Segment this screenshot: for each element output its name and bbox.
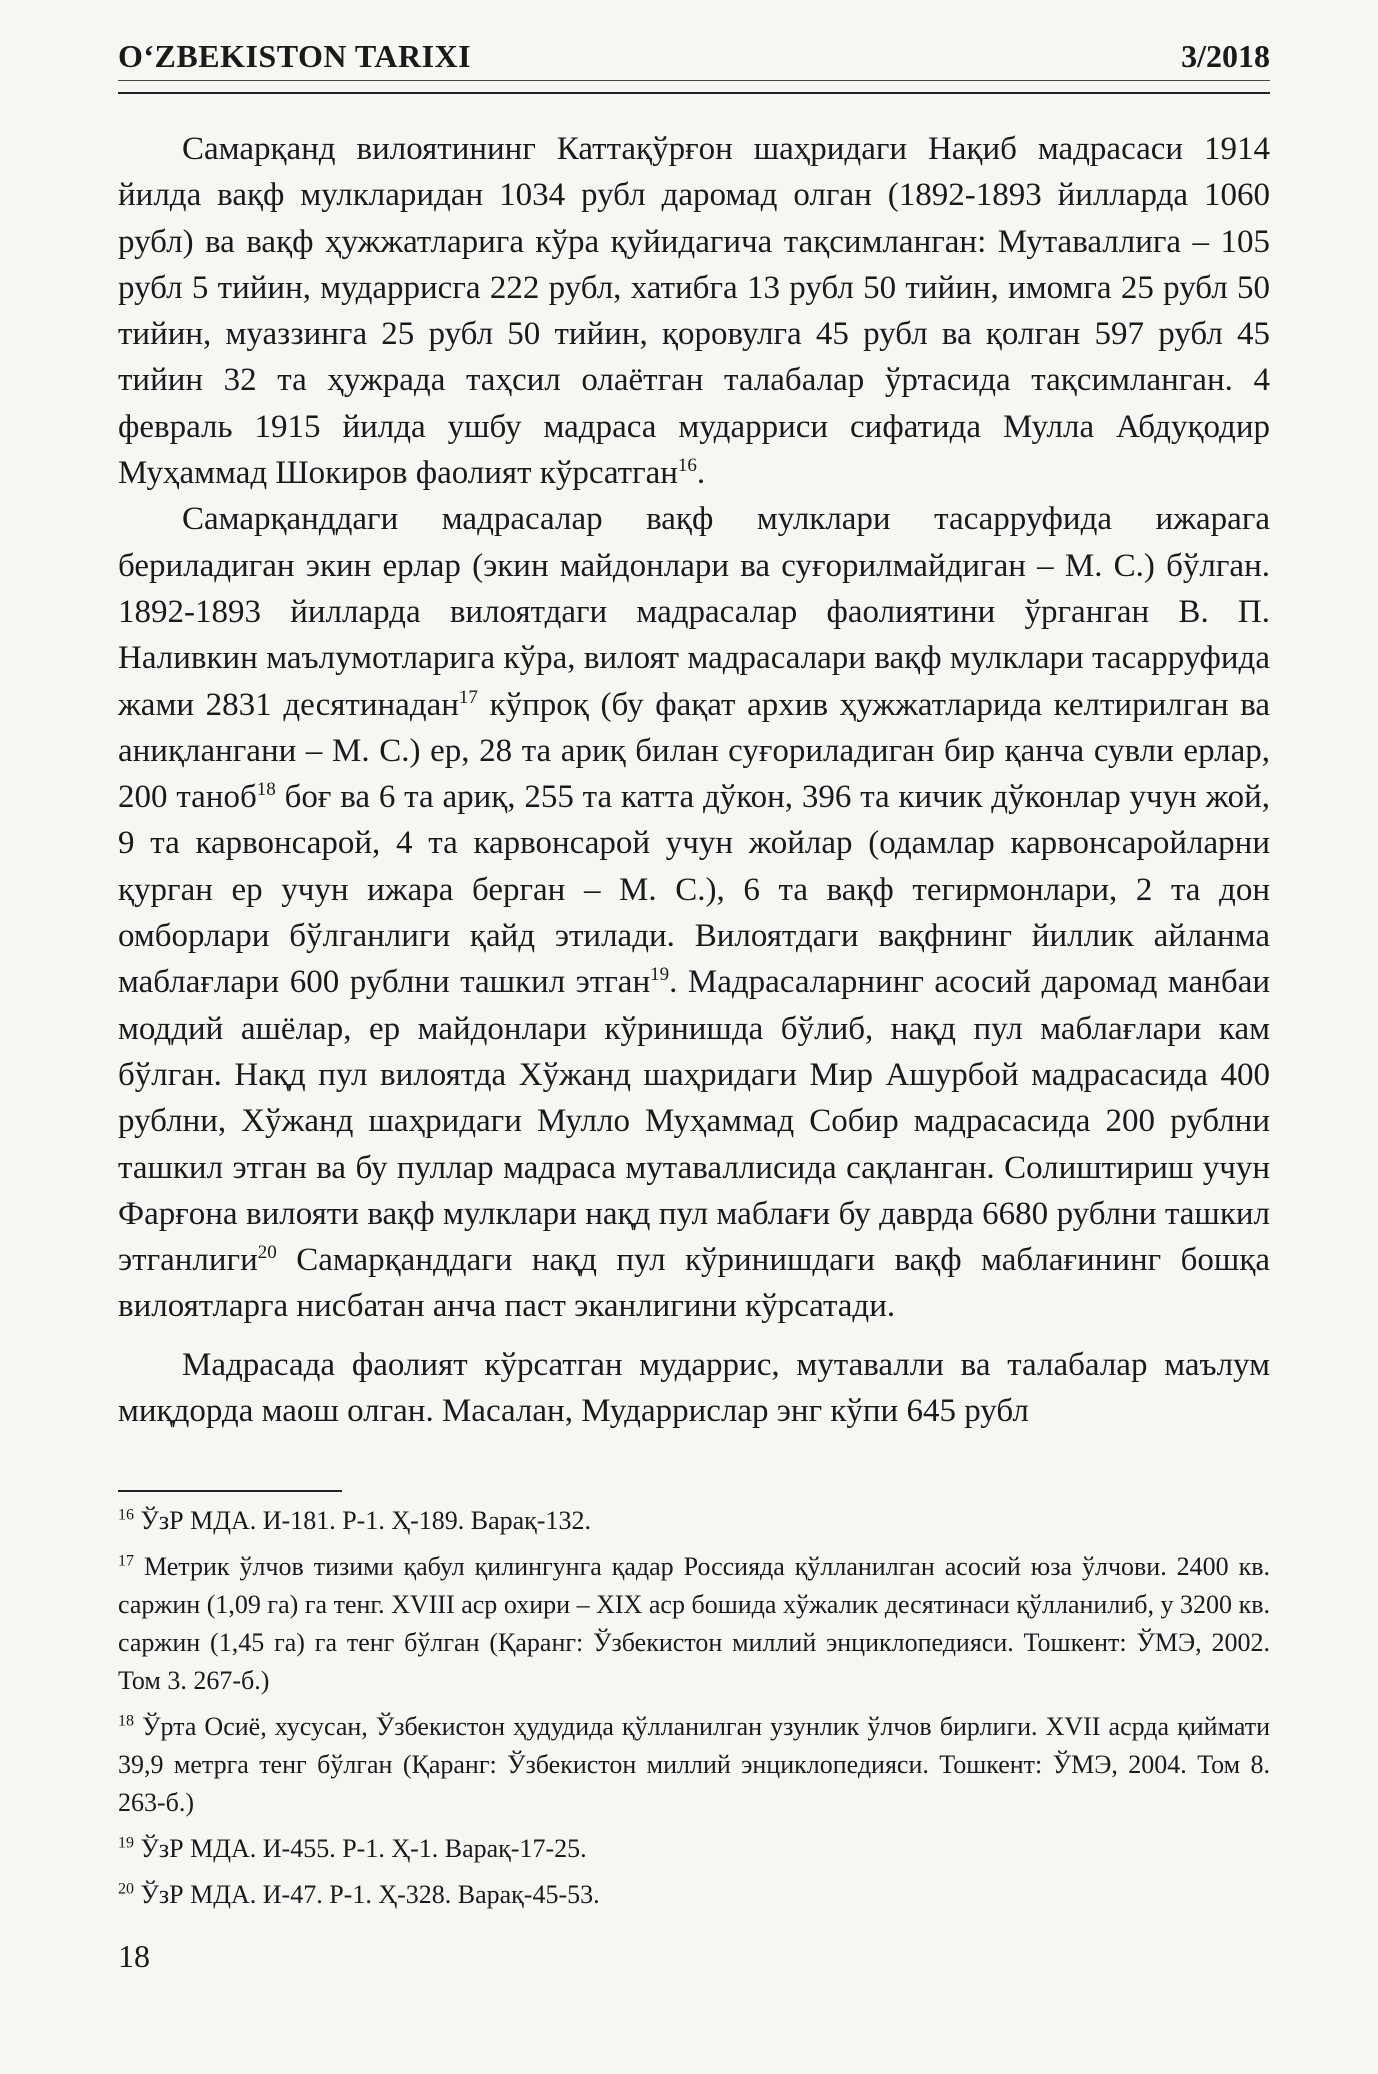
footnote-16 — [118, 1502, 1270, 1540]
footnote-ref-19[interactable]: 19 — [650, 964, 670, 986]
footnote-text: ЎзР МДА. И-455. Р-1. Ҳ-1. Варақ-17-25. — [140, 1834, 587, 1863]
footnote-ref-18[interactable]: 18 — [256, 779, 276, 801]
running-header — [118, 36, 1270, 94]
footnote-ref-20[interactable]: 20 — [257, 1242, 277, 1264]
footnote-number: 16 — [118, 1506, 134, 1524]
paragraph-2-text-d: . Мадрасаларнинг асосий даромад манбаи моддий ашёлар, ер майдонлари кўринишда бўлиб, нақд пул маблағлари кам бўлган. Нақд пул вилоятда Хўжанд шаҳридаги Мир Ашурбой мадрасасида 400 рублни, Хўжанд шаҳридаги Мулло Муҳаммад Собир мадрасасида 200 рублни ташкил этган ва бу пуллар мадраса мутаваллисида сақланган. Солиштириш учун Фарғона вилояти вақф мулклари нақд пул маблағи бу даврда 6680 рублни ташкил этганлиги — [118, 964, 1270, 1279]
footnote-separator — [118, 1490, 342, 1492]
journal-title: O‘ZBEKISTON TARIXI — [118, 38, 485, 75]
paragraph-2-text-c: боғ ва 6 та ариқ, 255 та катта дўкон, 396 та кичик дўконлар учун жой, 9 та карвонсарой, 4 та карвонсарой учун жойлар (одамлар карвонсаройларни қурган ер учун ижара берган – М. С.), 6 та вақф тегирмонлари, 2 та дон омборлари бўлганлиги қайд этилади. Вилоятдаги вақфнинг йиллик айланма маблағлари 600 рублни ташкил этган — [118, 779, 1271, 1001]
footnote-18 — [118, 1708, 1270, 1822]
paragraph-1 — [118, 126, 1270, 496]
article-body — [118, 126, 1270, 1434]
paragraph-1-text-b: . — [696, 455, 706, 492]
footnote-ref-17[interactable]: 17 — [458, 686, 478, 708]
footnote-ref-16[interactable]: 16 — [677, 455, 697, 477]
footnotes — [118, 1502, 1270, 1922]
footnote-19 — [118, 1830, 1270, 1868]
footnote-text: Метрик ўлчов тизими қабул қилингунга қадар Россияда қўлланилган асосий юза ўлчови. 2400 кв. саржин (1,09 га) га тенг. XVIII аср охири – XIX аср бошида хўжалик десятинаси қўлланилиб, у 3200 кв. саржин (1,45 га) га тенг бўлган (Қаранг: Ўзбекистон миллий энциклопедияси. Тошкент: ЎМЭ, 2002. Том 3. 267-б.) — [118, 1552, 1271, 1695]
paragraph-2-text-a: Самарқанддаги мадрасалар вақф мулклари тасарруфида ижарага бериладиган экин ерлар (экин майдонлари ва суғорилмайдиган – М. С.) бўлган. 1892-1893 йилларда вилоятдаги мадрасалар фаолиятини ўрганган В. П. Наливкин маълумотларига кўра, вилоят мадрасалари вақф мулклари тасарруфида жами 2831 десятинадан — [118, 501, 1270, 723]
paragraph-2-text-e: Самарқанддаги нақд пул кўринишдаги вақф маблағининг бошқа вилоятларга нисбатан анча паст эканлигини кўрсатади. — [118, 1242, 1270, 1325]
footnote-text: ЎзР МДА. И-47. Р-1. Ҳ-328. Варақ-45-53. — [140, 1880, 600, 1909]
page-number: 18 — [118, 1938, 150, 1974]
footnote-20 — [118, 1876, 1270, 1914]
paragraph-2-text-b: кўпроқ (бу фақат архив ҳужжатларида келтирилган ва аниқлангани – М. С.) ер, 28 та ариқ билан суғориладиган бир қанча сувли ерлар, 200 таноб — [118, 686, 1271, 816]
footnote-17 — [118, 1548, 1270, 1700]
footnote-text: Ўрта Осиё, хусусан, Ўзбекистон ҳудудида қўлланилган узунлик ўлчов бирлиги. XVII асрда қиймати 39,9 метрга тенг бўлган (Қаранг: Ўзбекистон миллий энциклопедияси. Тошкент: ЎМЭ, 2004. Том 8. 263-б.) — [118, 1712, 1270, 1817]
footnote-number: 17 — [118, 1552, 134, 1570]
footnote-number: 20 — [118, 1880, 134, 1898]
footnote-number: 19 — [118, 1834, 134, 1852]
header-rule — [118, 80, 1270, 81]
footnote-number: 18 — [118, 1712, 134, 1730]
paragraph-3: Мадрасада фаолият кўрсатган мударрис, мутавалли ва талабалар маълум миқдорда маош олган. Масалан, Мударрислар энг кўпи 645 рубл — [118, 1346, 1270, 1430]
paragraph-2 — [118, 496, 1270, 1329]
issue-number: 3/2018 — [1167, 38, 1270, 75]
paragraph-1-text-a: Самарқанд вилоятининг Каттақўрғон шаҳридаги Нақиб мадрасаси 1914 йилда вақф мулкларидан 1034 рубл даромад олган (1892-1893 йилларда 1060 рубл) ва вақф ҳужжатларига кўра қуйидагича тақсимланган: Мутаваллига – 105 рубл 5 тийин, мударрисга 222 рубл, хатибга 13 рубл 50 тийин, имомга 25 рубл 50 тийин, муаззинга 25 рубл 50 тийин, қоровулга 45 рубл ва қолган 597 рубл 45 тийин 32 та ҳужрада таҳсил олаётган талабалар ўртасида тақсимланган. 4 февраль 1915 йилда ушбу мадраса мударриси сифатида Мулла Абдуқодир Муҳаммад Шокиров фаолият кўрсатган — [118, 131, 1270, 492]
footnote-text: ЎзР МДА. И-181. Р-1. Ҳ-189. Варақ-132. — [140, 1506, 591, 1535]
